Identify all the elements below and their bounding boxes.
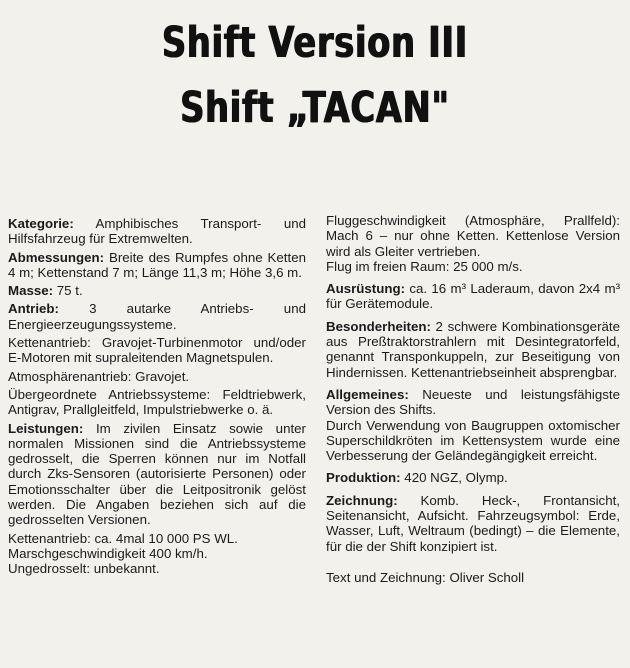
kettenantrieb-paragraph: Kettenantrieb: Gravojet-Turbinenmotor und/oder E-Motoren mit supraleitenden Magnetspulen. bbox=[8, 335, 306, 366]
leistungen-label: Leistungen: bbox=[8, 420, 84, 436]
zeichnung-label: Zeichnung: bbox=[326, 492, 398, 508]
produktion-text: 420 NGZ, Olymp. bbox=[400, 470, 508, 486]
produktion-label: Produktion: bbox=[326, 470, 401, 486]
atmosphaere-paragraph: Atmosphärenantrieb: Gravojet. bbox=[8, 368, 190, 384]
ausruestung-paragraph bbox=[326, 281, 620, 312]
flug-raum-line: Flug im freien Raum: 25 000 m/s. bbox=[326, 258, 523, 274]
uebergeordnet-paragraph: Übergeordnete Antriebssysteme: Feldtriebwerk, Antigrav, Prallgleitfeld, Impulstriebwerke o. ä. bbox=[8, 386, 306, 418]
ausruestung-label: Ausrüstung: bbox=[326, 281, 406, 297]
abmessungen-text: Breite des Rumpfes ohne Ketten 4 m; Kettenstand 7 m; Länge 11,3 m; Höhe 3,6 m. bbox=[8, 249, 306, 280]
kategorie-label: Kategorie: bbox=[8, 216, 74, 231]
abmessungen-paragraph bbox=[8, 250, 306, 281]
kategorie-paragraph bbox=[8, 216, 306, 247]
allgemeines-text: Neueste und leistungsfähigste Version des Shifts. bbox=[326, 386, 620, 418]
abmessungen-label: Abmessungen: bbox=[8, 249, 105, 265]
antrieb-paragraph bbox=[8, 301, 306, 332]
masse-label: Masse: bbox=[8, 283, 54, 299]
flug-paragraph: Fluggeschwindigkeit (Atmosphäre, Prallfeld): Mach 6 – nur ohne Ketten. Kettenlose Version wird als Gleiter vertrieben. bbox=[326, 213, 620, 259]
allgemeines-paragraph bbox=[326, 387, 620, 418]
allgemeines-paragraph-2: Durch Verwendung von Baugruppen oxtomischer Superschildkröten im Kettensystem wurde eine Verbesserung der Geländegängigkeit erreicht. bbox=[326, 417, 620, 464]
antrieb-label: Antrieb: bbox=[8, 301, 59, 317]
allgemeines-label: Allgemeines: bbox=[326, 386, 409, 402]
zeichnung-text: Komb. Heck-, Frontansicht, Seitenansicht, Aufsicht. Fahrzeugsymbol: Erde, Wasser, Luft, Weltraum (bedingt) – die Elemente, für die der Shift konzipiert ist. bbox=[326, 492, 620, 554]
title-line-2: Shift „TACAN" bbox=[180, 83, 450, 133]
produktion-paragraph bbox=[326, 470, 620, 485]
besonderheiten-label: Besonderheiten: bbox=[326, 318, 431, 334]
leistungen-paragraph bbox=[8, 421, 306, 528]
ausruestung-text: ca. 16 m³ Laderaum, davon 2x4 m³ für Gerätemodule. bbox=[326, 281, 620, 312]
antrieb-text: 3 autarke Antriebs- und Energieerzeugungssysteme. bbox=[8, 301, 306, 332]
title-line-1: Shift Version III bbox=[161, 18, 469, 68]
kategorie-text: Amphibisches Transport- und Hilfsfahrzeug für Extremwelten. bbox=[8, 216, 306, 247]
masse-paragraph bbox=[8, 283, 306, 298]
leistungen-text: Im zivilen Einsatz sowie unter normalen Missionen sind die Antriebssysteme gedrosselt, die Sperren können nur im Notfall durch Zks-Sensoren (autorisierte Personen) oder Emotionsschalter über die Leitpositronik gelöst werden. Die Angaben beziehen sich auf die gedrosselten Versionen. bbox=[8, 420, 306, 528]
ungedrosselt-line: Ungedrosselt: unbekannt. bbox=[8, 561, 160, 577]
left-column bbox=[8, 216, 306, 580]
credits-line: Text und Zeichnung: Oliver Scholl bbox=[326, 569, 525, 585]
besonderheiten-text: 2 schwere Kombinationsgeräte aus Preßtraktorstrahlern mit Desintegratorfeld, genannt Transponkuppeln, zur Beseitigung von Hindernissen. Kettenantriebseinheit absprengbar. bbox=[326, 318, 620, 380]
masse-text: 75 t. bbox=[53, 283, 83, 299]
besonderheiten-paragraph bbox=[326, 319, 620, 380]
zeichnung-paragraph bbox=[326, 493, 620, 554]
ketten-leistung-line: Kettenantrieb: ca. 4mal 10 000 PS WL. bbox=[8, 530, 238, 546]
right-column bbox=[326, 213, 620, 588]
marsch-line: Marschgeschwindigkeit 400 km/h. bbox=[8, 545, 208, 561]
